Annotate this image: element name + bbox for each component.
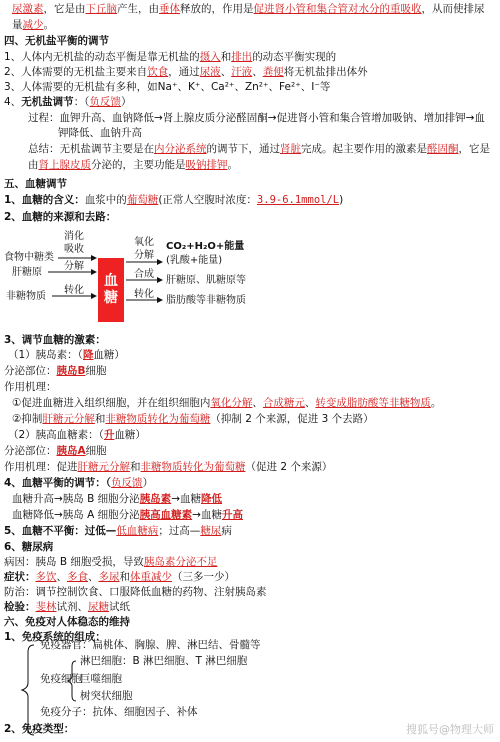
text-line: 3、人体需要的无机盐有多种，如Na⁺、K⁺、Ca²⁺、Zn²⁺、Fe²⁺、I⁻等 bbox=[4, 81, 331, 93]
text-line: 免疫器官：扁桃体、胸腺、脾、淋巴结、骨髓等 bbox=[40, 639, 261, 651]
watermark: 搜狐号@物理大师 bbox=[406, 723, 494, 737]
keyword: 胰高血糖素 bbox=[139, 509, 193, 521]
keyword: 葡萄糖 bbox=[126, 194, 159, 206]
text: 、 bbox=[252, 66, 263, 78]
text: 血糖升高→胰岛 B 细胞分泌 bbox=[12, 493, 140, 505]
text: 细胞 bbox=[85, 445, 107, 457]
box-label: 血 bbox=[104, 273, 118, 290]
text: ，从而使排尿 bbox=[421, 3, 485, 15]
keyword: 胰岛素分泌不足 bbox=[143, 556, 218, 568]
text: →血糖 bbox=[192, 509, 222, 521]
subheading: 2、血糖的来源和去路： bbox=[4, 211, 117, 223]
section-heading: 四、无机盐平衡的调节 bbox=[4, 35, 109, 47]
text: 试纸 bbox=[109, 601, 130, 613]
text: 分泌部位： bbox=[4, 445, 57, 457]
text-line: 免疫分子：抗体、细胞因子、补体 bbox=[40, 706, 198, 718]
keyword: 饮食 bbox=[147, 66, 169, 78]
text-line: 免疫细胞 bbox=[40, 673, 82, 685]
text: （促进 2 个来源） bbox=[245, 461, 333, 473]
keyword: 斐林 bbox=[35, 601, 57, 613]
subheading: 检验： bbox=[4, 601, 36, 613]
text: (正常人空腹时浓度： bbox=[158, 194, 257, 206]
keyword: 体重减少 bbox=[130, 571, 172, 583]
source-label: 食物中糖类 bbox=[4, 252, 54, 263]
text: ，通过 bbox=[168, 66, 200, 78]
keyword: 非糖物质转化为葡萄糖 bbox=[105, 413, 211, 425]
subheading: 6、糖尿病 bbox=[4, 541, 54, 553]
keyword: 肝糖元分解 bbox=[77, 461, 130, 473]
text: 血糖降低→胰岛 A 细胞分泌 bbox=[12, 509, 140, 521]
keyword: 垂体 bbox=[159, 3, 180, 15]
text: ，它是 bbox=[458, 143, 490, 155]
text: 、 bbox=[56, 571, 67, 583]
subheading: 5、血糖不平衡：过低— bbox=[4, 525, 117, 537]
arrow-label: 分解 bbox=[134, 250, 154, 261]
text: （抑制 2 个来源，促进 3 个去路） bbox=[210, 413, 374, 425]
text: ：（ bbox=[73, 96, 90, 108]
arrow-label: 转化 bbox=[64, 285, 84, 296]
destination-label: CO₂+H₂O+能量 bbox=[166, 241, 245, 252]
text: （三多一少） bbox=[172, 571, 235, 583]
text: 4、 bbox=[4, 96, 22, 108]
destination-label: 脂肪酸等非糖物质 bbox=[166, 295, 246, 306]
text: 的调节下，通过 bbox=[206, 143, 280, 155]
keyword: 胰岛素 bbox=[139, 493, 172, 505]
text: 。 bbox=[227, 159, 238, 171]
keyword: 氧化分解 bbox=[210, 397, 253, 409]
keyword: 排出 bbox=[231, 51, 253, 63]
text: （1）胰岛素：（ bbox=[8, 349, 83, 361]
arrow-label: 氧化 bbox=[134, 237, 154, 248]
text-line: 树突状细胞 bbox=[80, 690, 133, 702]
text: 总结：无机盐调节主要是在 bbox=[28, 143, 154, 155]
keyword: 胰岛B bbox=[56, 365, 86, 377]
keyword: 降 bbox=[82, 349, 94, 361]
keyword: 吸钠排钾 bbox=[185, 159, 228, 171]
text: 、 bbox=[88, 571, 99, 583]
text: ） bbox=[142, 477, 154, 489]
arrow-label: 分解 bbox=[64, 261, 84, 272]
text: ) bbox=[339, 194, 344, 206]
keyword: 肝糖元分解 bbox=[42, 413, 95, 425]
text: 血糖） bbox=[114, 429, 146, 441]
arrow-label: 吸收 bbox=[64, 244, 84, 255]
keyword: 负反馈 bbox=[111, 477, 143, 489]
subheading: 1、免疫系统的组成： bbox=[4, 631, 106, 643]
keyword: 尿糖 bbox=[88, 601, 109, 613]
text: ①促进血糖进入组织细胞，并在组织细胞内 bbox=[12, 397, 211, 409]
section-heading: 六、免疫对人体稳态的维持 bbox=[4, 616, 130, 628]
keyword: 降低 bbox=[201, 493, 222, 505]
keyword: 非糖物质转化为葡萄糖 bbox=[140, 461, 246, 473]
keyword: 肾脏 bbox=[280, 143, 301, 155]
text: 完成。起主要作用的激素是 bbox=[301, 143, 427, 155]
text: 产生，由 bbox=[117, 3, 159, 15]
text: 释放的，作用是 bbox=[180, 3, 254, 15]
text: ） bbox=[120, 96, 132, 108]
keyword: 粪便 bbox=[262, 66, 284, 78]
subheading: 症状： bbox=[4, 571, 36, 583]
arrow-label: 合成 bbox=[134, 269, 154, 280]
text: 细胞 bbox=[85, 365, 107, 377]
text: 血糖） bbox=[93, 349, 125, 361]
source-label: 肝糖原 bbox=[12, 267, 42, 278]
text: 、 bbox=[220, 66, 232, 78]
text-line: 巨噬细胞 bbox=[80, 673, 122, 685]
text-line: 防治：调节控制饮食、口服降低血糖的药物、注射胰岛素 bbox=[4, 586, 267, 598]
text: 和 bbox=[220, 51, 232, 63]
keyword: 促进肾小管和集合管对水分的重吸收 bbox=[253, 3, 422, 15]
destination-label: 肝糖原、肌糖原等 bbox=[166, 275, 246, 286]
source-label: 非糖物质 bbox=[6, 291, 46, 302]
text: →血糖 bbox=[171, 493, 201, 505]
text: 血浆中的 bbox=[84, 194, 127, 206]
subheading: 3、调节血糖的激素： bbox=[4, 334, 106, 346]
text: 、 bbox=[304, 397, 316, 409]
text-line: 钾降低、血钠升高 bbox=[58, 127, 142, 139]
keyword: 肾上腺皮质 bbox=[38, 159, 91, 171]
text: ，它是由 bbox=[43, 3, 86, 15]
keyword: 胰岛A bbox=[56, 445, 86, 457]
text: 病因：胰岛 B 细胞受损，导致 bbox=[4, 556, 144, 568]
text: 、 bbox=[252, 397, 263, 409]
subheading: 无机盐调节 bbox=[21, 96, 74, 108]
text: ；过高— bbox=[158, 525, 201, 537]
keyword: 负反馈 bbox=[89, 96, 121, 108]
arrow-label: 转化 bbox=[134, 289, 154, 300]
subheading: 1、血糖的含义： bbox=[4, 194, 85, 206]
text: 分泌的，主要功能是 bbox=[91, 159, 186, 171]
box-label: 糖 bbox=[104, 290, 118, 306]
text: 的动态平衡实现的 bbox=[252, 51, 337, 63]
text-line: 淋巴细胞：B 淋巴细胞、T 淋巴细胞 bbox=[80, 655, 248, 667]
keyword: 转变成脂肪酸等非糖物质 bbox=[315, 397, 431, 409]
text: 量 bbox=[12, 19, 23, 31]
text: 由 bbox=[28, 159, 39, 171]
keyword: 醛固酮 bbox=[427, 143, 459, 155]
keyword: 内分泌系统 bbox=[154, 143, 207, 155]
text: 试剂、 bbox=[56, 601, 88, 613]
keyword: 糖尿 bbox=[200, 525, 222, 537]
text: 。 bbox=[430, 397, 442, 409]
subheading: 2、免疫类型： bbox=[4, 723, 75, 735]
text: 和 bbox=[94, 413, 106, 425]
keyword: 3.9-6.1mmol/L bbox=[256, 194, 340, 206]
destination-label: (乳酸+能量) bbox=[166, 255, 223, 266]
keyword: 多饮 bbox=[35, 571, 57, 583]
section-heading: 五、血糖调节 bbox=[4, 178, 67, 190]
text: 和 bbox=[130, 461, 141, 473]
text: 分泌部位： bbox=[4, 365, 57, 377]
arrow-label: 消化 bbox=[64, 231, 84, 242]
text: ②抑制 bbox=[12, 413, 43, 425]
text: 2、人体需要的无机盐主要来自 bbox=[4, 66, 148, 78]
keyword: 合成糖元 bbox=[262, 397, 305, 409]
text: 作用机理：促进 bbox=[4, 461, 78, 473]
keyword: 尿液 bbox=[199, 66, 221, 78]
text: 。 bbox=[43, 19, 54, 31]
text: 将无机盐排出体外 bbox=[283, 66, 368, 78]
keyword: 多尿 bbox=[98, 571, 120, 583]
keyword: 低血糖病 bbox=[116, 525, 159, 537]
text: （2）胰高血糖素：（ bbox=[8, 429, 104, 441]
keyword: 升 bbox=[103, 429, 115, 441]
text-line: 过程：血钾升高、血钠降低→肾上腺皮质分泌醛固酮→促进肾小管和集合管增加吸钠、增加排钾→血 bbox=[28, 112, 485, 124]
keyword: 减少 bbox=[22, 19, 44, 31]
text: 病 bbox=[221, 525, 232, 537]
text-line: 作用机理： bbox=[4, 381, 57, 393]
keyword: 多食 bbox=[67, 571, 88, 583]
keyword: 摄入 bbox=[199, 51, 221, 63]
text: 和 bbox=[119, 571, 130, 583]
keyword: 下丘脑 bbox=[85, 3, 117, 15]
text: 1、人体内无机盐的动态平衡是靠无机盐的 bbox=[4, 51, 200, 63]
keyword: 尿激素 bbox=[12, 3, 44, 15]
subheading: 4、血糖平衡的调节：（ bbox=[4, 477, 112, 489]
keyword: 升高 bbox=[221, 509, 243, 521]
keyword: 汗液 bbox=[231, 66, 253, 78]
